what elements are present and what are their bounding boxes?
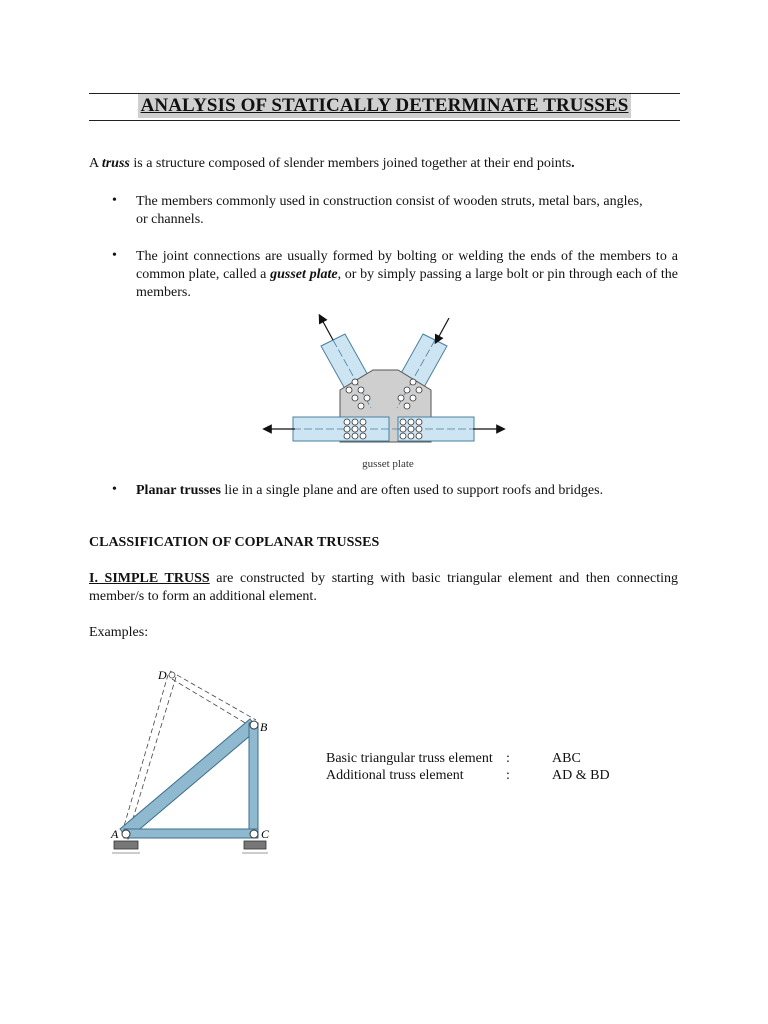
planar-trusses-term: Planar trusses <box>136 483 221 498</box>
arrow-upper-left <box>321 318 333 340</box>
table-row-2-value: AD & BD <box>552 768 610 783</box>
intro-term: truss <box>101 156 130 171</box>
truss-element-table <box>326 750 646 790</box>
bullet-2-post: , or by simply passing a large bolt or pin through each of the members. <box>136 267 678 300</box>
member-BC <box>249 723 258 837</box>
member-AC <box>124 829 258 838</box>
support-A <box>114 841 138 849</box>
intro-end: . <box>571 156 575 171</box>
intro-prefix: A <box>89 156 102 171</box>
label-D: D <box>158 668 167 682</box>
bullet-2-text <box>136 248 678 302</box>
simple-truss-paragraph <box>89 570 678 606</box>
bullet-1-text: The members commonly used in construction consist of wooden struts, metal bars, angles, or channels. <box>136 194 643 227</box>
joint-B <box>250 721 258 729</box>
simple-truss-figure <box>108 665 288 865</box>
bullet-2-pre: The joint connections are usually formed by bolting or welding the ends of the members to a common plate, called a <box>136 249 678 282</box>
table-row-2-label: Additional truss element <box>326 768 464 783</box>
bullet-1-marker: • <box>112 193 117 208</box>
bullet-3-text <box>136 482 678 500</box>
support-C <box>244 841 266 849</box>
table-row-1-label: Basic triangular truss element <box>326 751 493 766</box>
title-container <box>89 94 680 118</box>
label-C: C <box>261 827 270 841</box>
gusset-plate-figure <box>255 310 515 475</box>
label-A: A <box>111 827 119 841</box>
label-B: B <box>260 720 268 734</box>
arrow-upper-right <box>437 318 449 340</box>
gusset-plate-caption: gusset plate <box>362 458 414 470</box>
simple-truss-label: I. SIMPLE TRUSS <box>89 571 210 586</box>
table-row-1-sep: : <box>506 751 510 766</box>
member-AB <box>120 719 258 839</box>
bullet-2-marker: • <box>112 248 117 263</box>
title-rule-bottom <box>89 120 680 121</box>
joint-A <box>122 830 130 838</box>
simple-truss-text: are constructed by starting with basic triangular element and then connecting member/s to form an additional element. <box>89 571 678 604</box>
joint-C <box>250 830 258 838</box>
gusset-plate-term: gusset plate <box>270 267 338 282</box>
bullet-3-body: lie in a single plane and are often used to support roofs and bridges. <box>220 483 604 498</box>
intro-paragraph <box>89 155 680 173</box>
table-row-2-sep: : <box>506 768 510 783</box>
joint-D <box>169 672 175 678</box>
table-row-1-value: ABC <box>552 751 581 766</box>
page-title: ANALYSIS OF STATICALLY DETERMINATE TRUSSES <box>138 94 632 118</box>
bullet-3-marker: • <box>112 482 117 497</box>
examples-label: Examples: <box>89 625 149 640</box>
intro-text: is a structure composed of slender members joined together at their end points <box>129 156 572 171</box>
classification-heading: CLASSIFICATION OF COPLANAR TRUSSES <box>89 535 380 550</box>
